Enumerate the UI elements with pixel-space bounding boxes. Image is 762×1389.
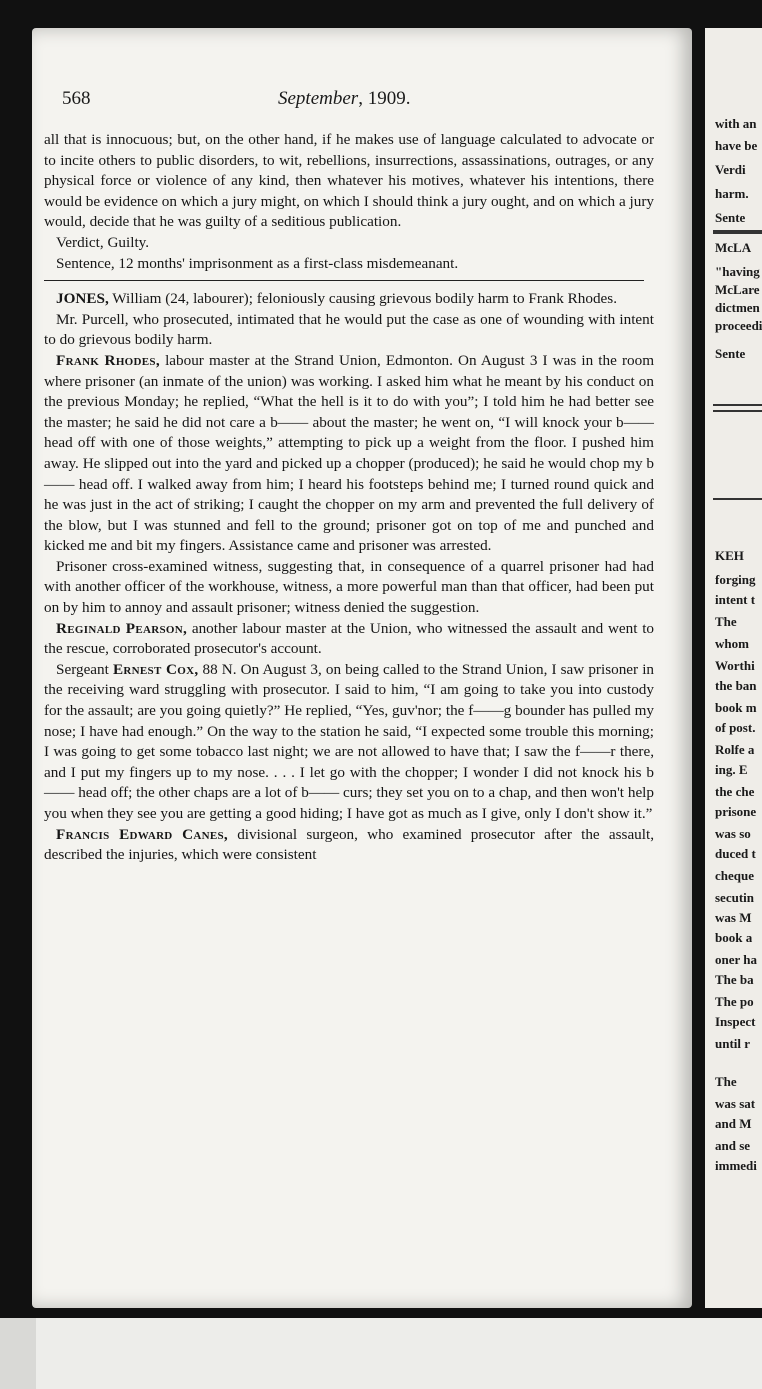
scan-bottom-margin xyxy=(0,1318,762,1389)
facing-page-line: McLA xyxy=(715,240,752,255)
facing-page-line: Rolfe a xyxy=(715,742,755,757)
case-charge: (24, labourer); feloniously causing grievous bodily harm to Frank Rhodes. xyxy=(165,290,617,308)
paragraph-canes xyxy=(44,825,654,866)
facing-page-line: cheque xyxy=(715,868,754,883)
witness-name-rhodes: Frank Rhodes, xyxy=(56,351,160,369)
facing-page-line: Sente xyxy=(715,210,746,225)
facing-page-rule xyxy=(713,230,762,232)
witness-rank-cox: Sergeant xyxy=(56,660,109,678)
facing-page-line: secutin xyxy=(715,890,754,905)
facing-page-line: and M xyxy=(715,1116,752,1131)
paragraph-pearson xyxy=(44,619,654,660)
paragraph-rhodes xyxy=(44,351,654,557)
paragraph-cross-examination: Prisoner cross-examined witness, suggesting that, in consequence of a quarrel prisoner had had with another officer of the workhouse, witness, a more powerful man than that officer, had been put on by him to annoy and assault prisoner; witness denied the suggestion. xyxy=(44,557,654,617)
facing-page-line: book m xyxy=(715,700,757,715)
witness-text-rhodes: labour master at the Strand Union, Edmonton. On August 3 I was in the room where prisoner (an inmate of the union) was working. I asked him what he meant by his conduct on the previous Monday; he replied, “What the hell is it to do with you”; I told him he had better see the master; he said he did not care a b—— about the master; he went on, “I will knock your b—— head off with one of those weights,” attempting to pick up a weight from the floor. I pushed him away. He slipped out into the yard and picked up a chopper (produced); he said he would chop my b—— head off. I walked away from him; I heard his footsteps behind me; I turned round quick and he was just in the act of striking; I caught the chopper on my arm and prevented the full delivery of the blow, but I was stunned and fell to the ground; prisoner got on top of me and punched and kicked me and bit my fingers. Assistance came and prisoner was arrested. xyxy=(44,351,655,555)
facing-page-line: KEH xyxy=(715,548,744,563)
witness-name-canes: Francis Edward Canes, xyxy=(56,825,228,843)
facing-page-line: Sente xyxy=(715,346,746,361)
facing-page-line: the che xyxy=(715,784,755,799)
facing-page-line: Verdi xyxy=(715,162,746,177)
facing-page-line: The xyxy=(715,1074,737,1089)
facing-page-line: Inspect xyxy=(715,1014,756,1029)
page-header xyxy=(62,88,622,118)
facing-page-line: The po xyxy=(715,994,754,1009)
facing-page-line: was sat xyxy=(715,1096,756,1111)
paragraph-cox xyxy=(44,660,654,825)
facing-page-line: Worthi xyxy=(715,658,755,673)
facing-page-line: harm. xyxy=(715,186,749,201)
witness-text-cox: 88 N. On August 3, on being called to the Strand Union, I saw prisoner in the receiving ward struggling with prosecutor. I said to him, “I am going to take you into custody for the assault; are you going quietly?” He replied, “Yes, guv'nor; the f——g bounder has pulled my nose; I have had enough.” On the way to the station he said, “I expected some trouble this morning; I was going to get some tobacco last night; we are not allowed to have that; I saw the f——r there, and I put my fingers up to my nose. . . . I let go with the chopper; I wonder I did not knock his b—— head off; the other chaps are a lot of b—— curs; they set you on to a chap, and then won't help you when they see you are getting a good hiding; I have got as much as I give, only I don't show it.” xyxy=(44,660,655,822)
facing-page-rule xyxy=(713,404,762,406)
facing-page-line: McLare xyxy=(715,282,760,297)
facing-page-line: proceedi xyxy=(715,318,762,333)
facing-page-rule xyxy=(713,410,762,412)
defendant-surname: JONES, xyxy=(56,290,109,308)
witness-name-cox: Ernest Cox, xyxy=(112,660,199,678)
facing-page-line: until r xyxy=(715,1036,751,1051)
facing-page-line: immedi xyxy=(715,1158,757,1173)
facing-page-line: book a xyxy=(715,930,753,945)
witness-name-pearson: Reginald Pearson, xyxy=(56,619,188,637)
facing-page-line: with an xyxy=(715,116,757,131)
facing-page-edge xyxy=(705,28,762,1308)
facing-page-rule xyxy=(713,498,762,500)
page-number: 568 xyxy=(62,88,91,109)
facing-page-line: ing. E xyxy=(715,762,748,777)
facing-page-line: of post. xyxy=(715,720,756,735)
case-heading xyxy=(44,289,654,310)
facing-page-line: whom xyxy=(715,636,749,651)
running-title xyxy=(278,88,410,110)
witness-text-pearson: another labour master at the Union, who witnessed the assault and went to the rescue, corroborated prosecutor's account. xyxy=(44,619,655,658)
facing-page-line: and se xyxy=(715,1138,751,1153)
facing-page-line: dictmen xyxy=(715,300,760,315)
facing-page-line: have be xyxy=(715,138,758,153)
facing-page-line: The xyxy=(715,614,737,629)
paragraph-judgment: all that is innocuous; but, on the other hand, if he makes use of language calculated to advocate or to incite others to public disorders, to wit, rebellions, insurrections, assassinations, outrages, or any physical force or violence of any kind, then whatever his motives, whatever his intentions, there would be evidence on which a jury might, on which I should think a jury ought, and on which a jury would, decide that he was guilty of a seditious publication. xyxy=(44,131,654,231)
page-body xyxy=(44,130,654,866)
defendant-firstname: William xyxy=(112,290,162,308)
facing-page-line: prisone xyxy=(715,804,757,819)
facing-page-line: "having xyxy=(715,264,760,279)
facing-page-rule xyxy=(713,232,762,234)
running-title-month: September xyxy=(278,88,359,109)
case-divider xyxy=(44,280,644,281)
next-page-edge xyxy=(36,1318,762,1389)
running-title-year: , 1909. xyxy=(358,88,411,109)
facing-page-line: was M xyxy=(715,910,752,925)
facing-page-line: oner ha xyxy=(715,952,758,967)
facing-page-line: forging xyxy=(715,572,756,587)
facing-page-line: the ban xyxy=(715,678,757,693)
facing-page-line: intent t xyxy=(715,592,756,607)
verdict-line: Verdict, Guilty. xyxy=(56,233,150,251)
paragraph-prosecution: Mr. Purcell, who prosecuted, intimated that he would put the case as one of wounding with intent to do grievous bodily harm. xyxy=(44,310,654,349)
facing-page-line: was so xyxy=(715,826,751,841)
sentence-line: Sentence, 12 months' imprisonment as a first-class misdemeanant. xyxy=(56,254,459,272)
witness-text-canes: divisional surgeon, who examined prosecutor after the assault, described the injuries, which were consistent xyxy=(44,825,655,864)
facing-page-line: The ba xyxy=(715,972,754,987)
facing-page-line: duced t xyxy=(715,846,756,861)
